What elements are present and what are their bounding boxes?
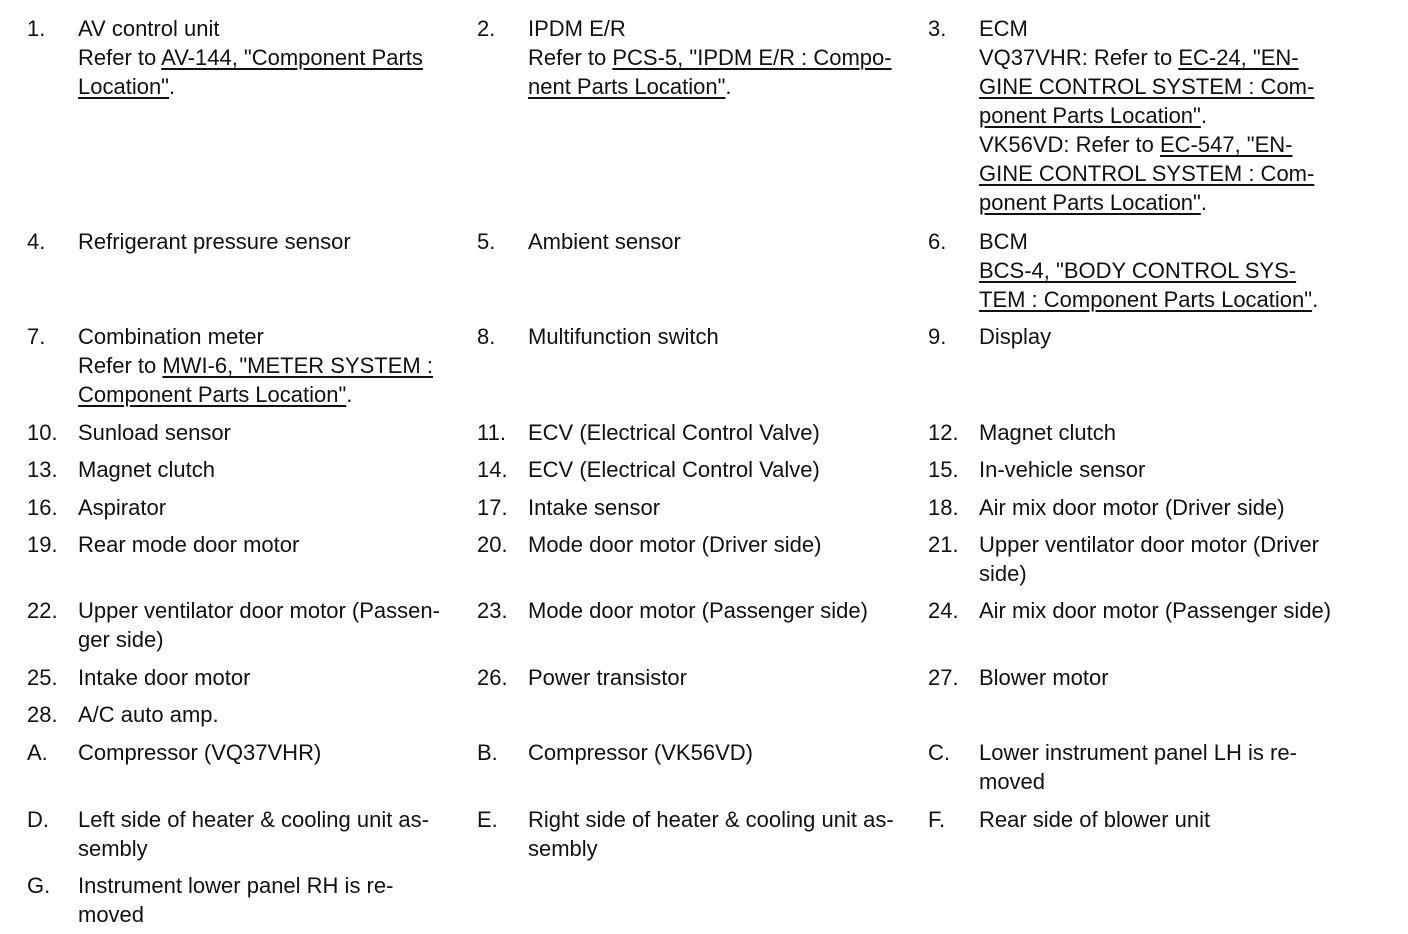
period: . xyxy=(346,382,353,407)
reference-link-ec-547-end[interactable]: ponent Parts Location" xyxy=(979,190,1201,215)
item-number: 14. xyxy=(477,457,508,482)
item-title: ECM xyxy=(979,16,1028,41)
item-title: Sunload sensor xyxy=(78,420,231,445)
item-title: Aspirator xyxy=(78,495,167,520)
item-title: Instrument lower panel RH is re- xyxy=(78,873,394,898)
item-title: Display xyxy=(979,324,1052,349)
item-number: 28. xyxy=(27,702,58,727)
item-title: Upper ventilator door motor (Passen- xyxy=(78,598,440,623)
item-title-cont: moved xyxy=(979,769,1046,794)
refer-prefix: Refer to xyxy=(78,45,162,70)
item-title: Mode door motor (Passenger side) xyxy=(528,598,868,623)
item-title-cont: ger side) xyxy=(78,627,164,652)
reference-link-pcs-5[interactable]: PCS-5, "IPDM E/R : Compo- xyxy=(612,45,892,70)
item-title: Magnet clutch xyxy=(979,420,1116,445)
item-title: ECV (Electrical Control Valve) xyxy=(528,420,820,445)
item-letter: C. xyxy=(928,740,950,765)
item-number: 5. xyxy=(477,229,496,254)
item-number: 18. xyxy=(928,495,959,520)
reference-link-ec-24[interactable]: EC-24, "EN- xyxy=(1178,45,1299,70)
period: . xyxy=(725,74,732,99)
item-title: Mode door motor (Driver side) xyxy=(528,532,822,557)
item-number: 23. xyxy=(477,598,508,623)
item-number: 2. xyxy=(477,16,496,41)
item-title: Power transistor xyxy=(528,665,687,690)
item-title-cont: side) xyxy=(979,561,1027,586)
item-letter: E. xyxy=(477,807,498,832)
item-title: Upper ventilator door motor (Driver xyxy=(979,532,1319,557)
reference-link-pcs-5-cont[interactable]: nent Parts Location" xyxy=(528,74,726,99)
item-title: Intake door motor xyxy=(78,665,251,690)
reference-link-ec-24-cont[interactable]: GINE CONTROL SYSTEM : Com- xyxy=(979,74,1315,99)
reference-link-mwi-6-cont[interactable]: Component Parts Location" xyxy=(78,382,347,407)
item-title: Intake sensor xyxy=(528,495,661,520)
item-title: Right side of heater & cooling unit as- xyxy=(528,807,894,832)
item-title: Compressor (VQ37VHR) xyxy=(78,740,322,765)
item-title: Air mix door motor (Passenger side) xyxy=(979,598,1332,623)
reference-link-bcs-4[interactable]: BCS-4, "BODY CONTROL SYS- xyxy=(979,258,1297,283)
item-title: Left side of heater & cooling unit as- xyxy=(78,807,429,832)
item-number: 6. xyxy=(928,229,947,254)
item-title: Air mix door motor (Driver side) xyxy=(979,495,1285,520)
item-letter: F. xyxy=(928,807,946,832)
item-title: IPDM E/R xyxy=(528,16,626,41)
item-number: 11. xyxy=(477,420,506,445)
reference-link-ec-547[interactable]: EC-547, "EN- xyxy=(1159,132,1293,157)
period: . xyxy=(1200,103,1207,128)
item-title-cont: sembly xyxy=(528,836,598,861)
item-number: 22. xyxy=(27,598,58,623)
reference-link-mwi-6[interactable]: MWI-6, "METER SYSTEM : xyxy=(162,353,433,378)
item-title: Multifunction switch xyxy=(528,324,719,349)
item-letter: A. xyxy=(27,740,48,765)
period: . xyxy=(1200,190,1207,215)
item-number: 8. xyxy=(477,324,496,349)
item-title-cont: moved xyxy=(78,902,145,927)
item-title: Compressor (VK56VD) xyxy=(528,740,753,765)
item-number: 27. xyxy=(928,665,959,690)
item-title-cont: sembly xyxy=(78,836,148,861)
item-number: 1. xyxy=(27,16,46,41)
item-number: 16. xyxy=(27,495,58,520)
refer-prefix: Refer to xyxy=(78,353,163,378)
item-title: Rear mode door motor xyxy=(78,532,300,557)
item-title: AV control unit xyxy=(78,16,220,41)
item-letter: D. xyxy=(27,807,49,832)
reference-link-bcs-4-cont[interactable]: TEM : Component Parts Location" xyxy=(979,287,1313,312)
item-title: Refrigerant pressure sensor xyxy=(78,229,351,254)
item-title: Rear side of blower unit xyxy=(979,807,1211,832)
reference-link-ec-24-end[interactable]: ponent Parts Location" xyxy=(979,103,1201,128)
item-number: 21. xyxy=(928,532,959,557)
item-letter: G. xyxy=(27,873,51,898)
item-number: 7. xyxy=(27,324,46,349)
item-number: 3. xyxy=(928,16,947,41)
item-title: BCM xyxy=(979,229,1028,254)
refer-prefix-vq37vhr: VQ37VHR: Refer to xyxy=(979,45,1179,70)
item-letter: B. xyxy=(477,740,498,765)
item-title: A/C auto amp. xyxy=(78,702,219,727)
item-number: 20. xyxy=(477,532,508,557)
reference-link-av-144[interactable]: AV-144, "Component Parts xyxy=(161,45,423,70)
item-number: 4. xyxy=(27,229,46,254)
item-number: 25. xyxy=(27,665,58,690)
item-number: 12. xyxy=(928,420,959,445)
item-title: Lower instrument panel LH is re- xyxy=(979,740,1297,765)
item-number: 10. xyxy=(27,420,58,445)
item-title: Ambient sensor xyxy=(528,229,681,254)
refer-prefix-vk56vd: VK56VD: Refer to xyxy=(979,132,1160,157)
item-number: 26. xyxy=(477,665,508,690)
period: . xyxy=(1312,287,1319,312)
item-title: Blower motor xyxy=(979,665,1109,690)
item-title: Magnet clutch xyxy=(78,457,215,482)
item-title: Combination meter xyxy=(78,324,264,349)
item-number: 19. xyxy=(27,532,58,557)
item-number: 15. xyxy=(928,457,959,482)
refer-prefix: Refer to xyxy=(528,45,613,70)
item-number: 13. xyxy=(27,457,58,482)
reference-link-ec-547-cont[interactable]: GINE CONTROL SYSTEM : Com- xyxy=(979,161,1315,186)
reference-link-av-144-cont[interactable]: Location" xyxy=(78,74,169,99)
period: . xyxy=(169,74,176,99)
item-number: 17. xyxy=(477,495,508,520)
item-title: In-vehicle sensor xyxy=(979,457,1146,482)
item-number: 9. xyxy=(928,324,947,349)
item-title: ECV (Electrical Control Valve) xyxy=(528,457,820,482)
item-number: 24. xyxy=(928,598,959,623)
